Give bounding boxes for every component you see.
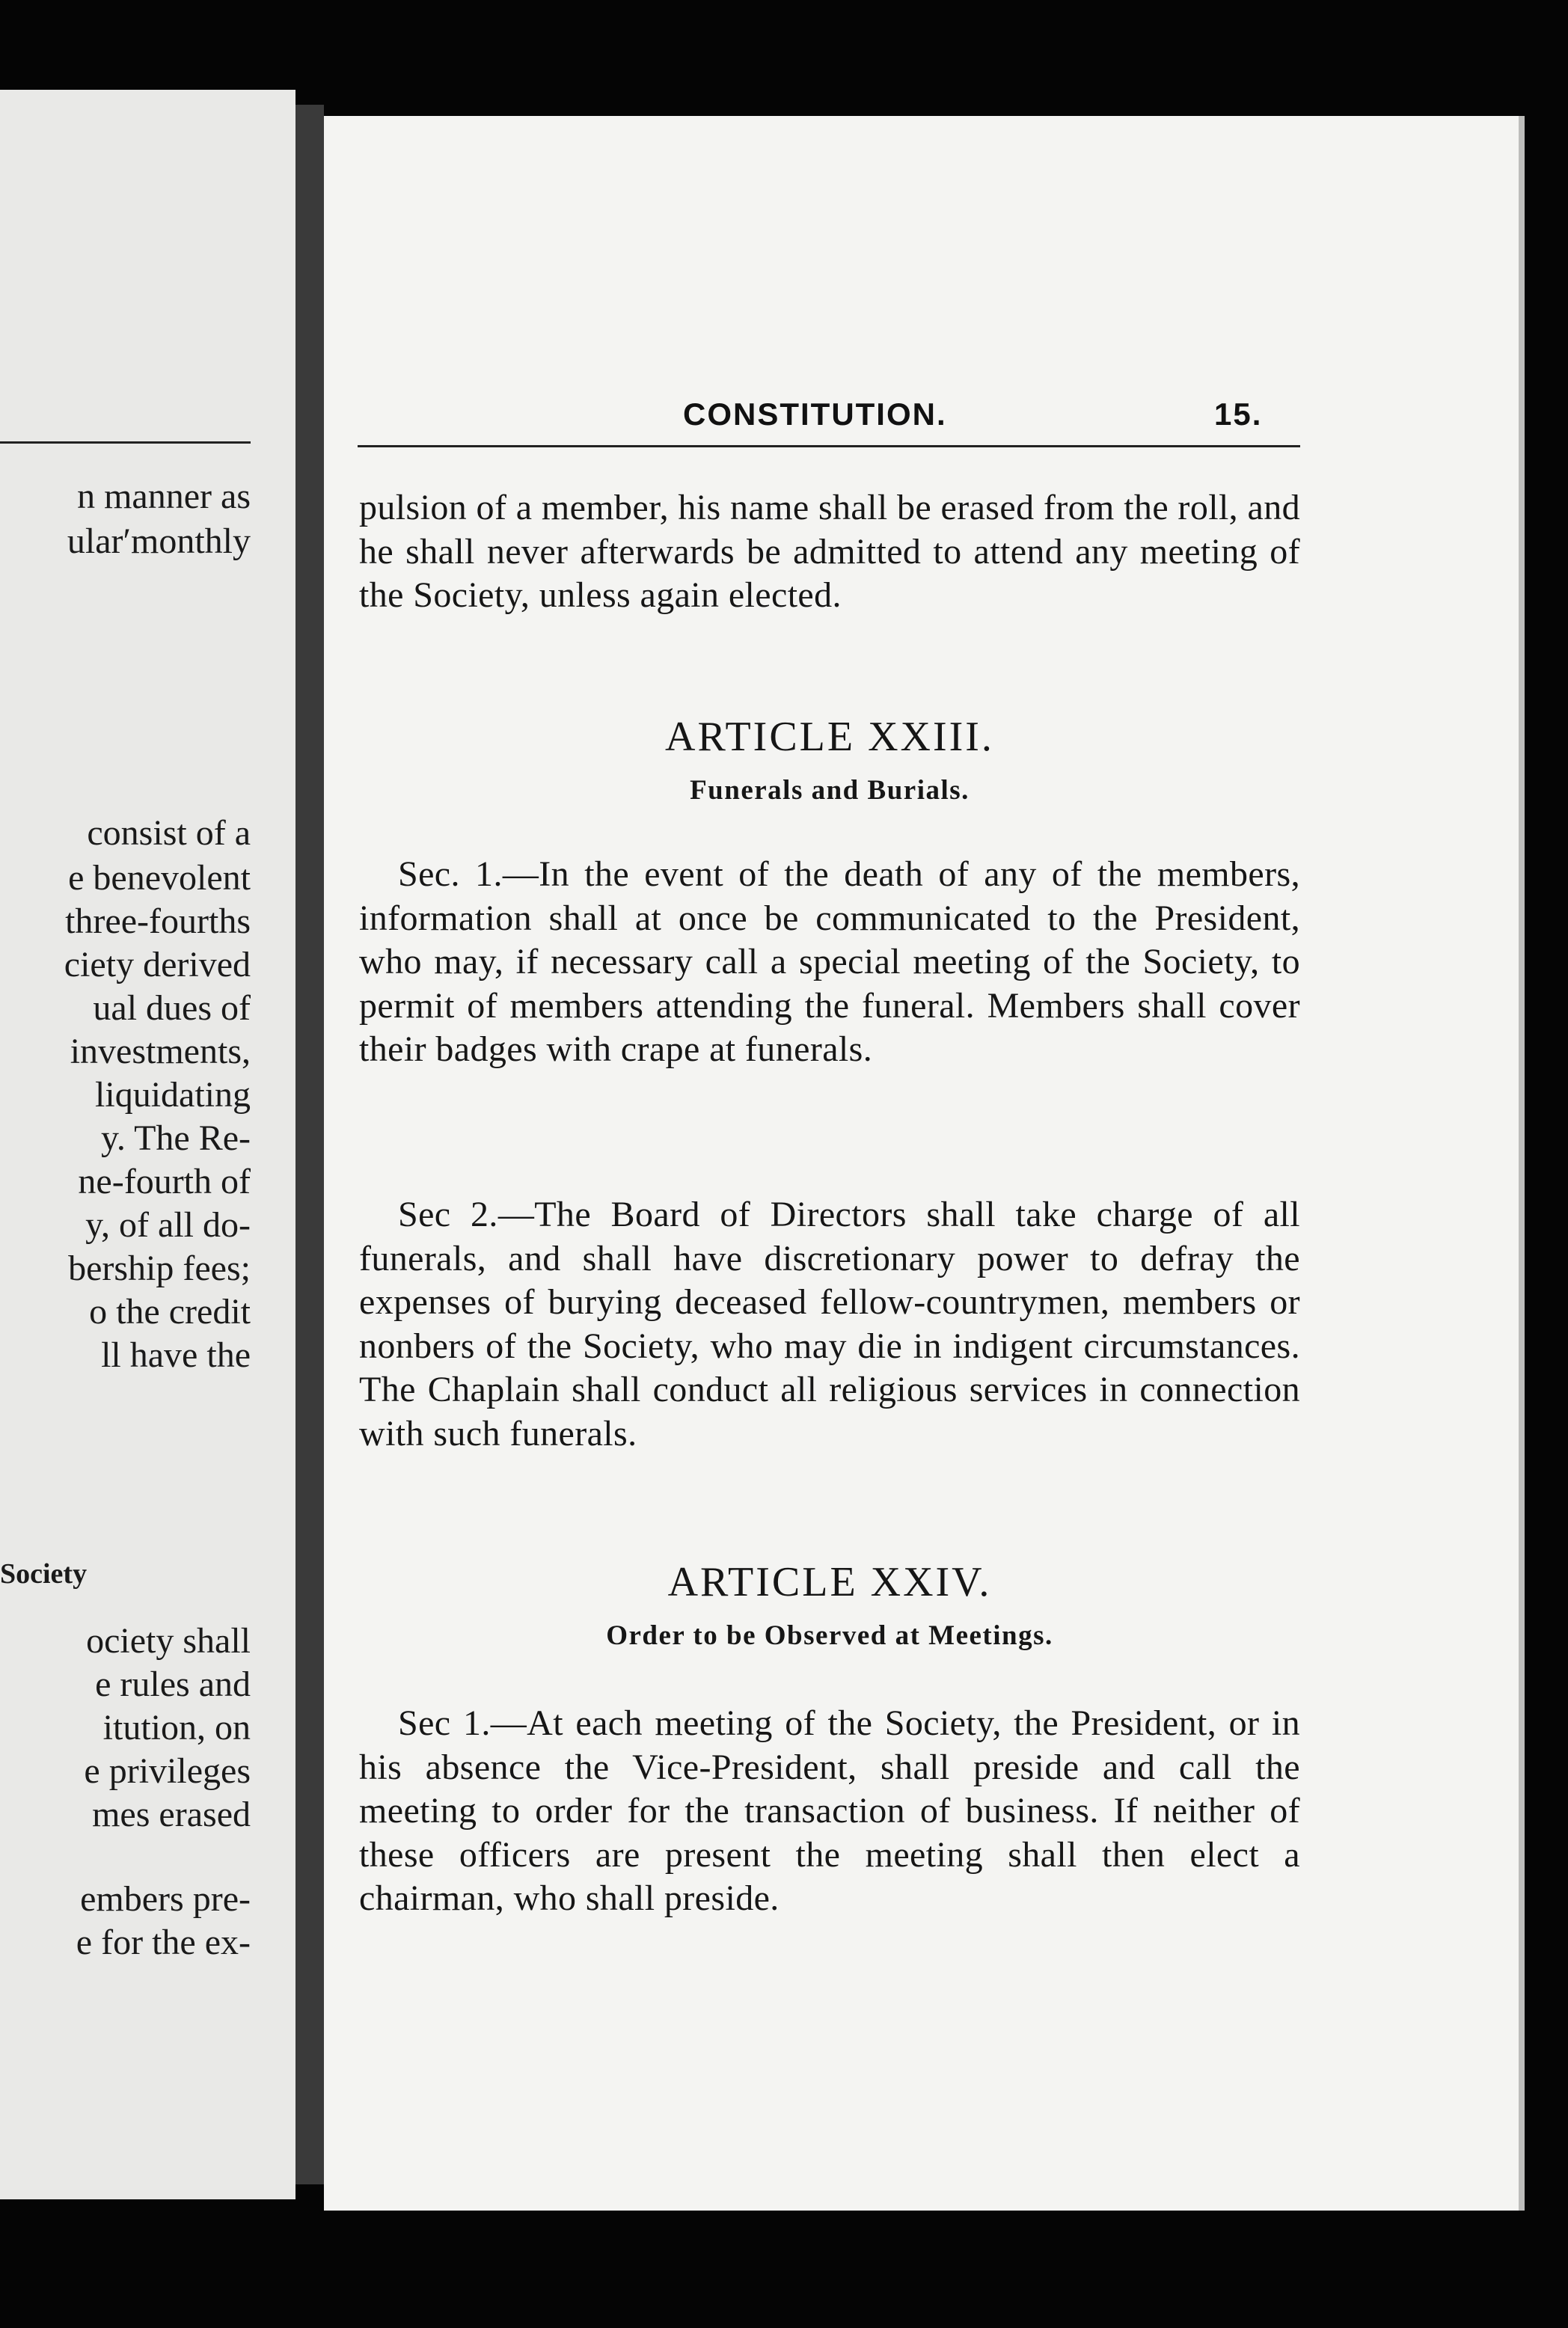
facing-line: n manner as [77, 477, 251, 516]
facing-line: e benevolent [68, 858, 251, 898]
continuation-block [359, 486, 1300, 618]
facing-line: itution, on [102, 1708, 251, 1747]
section-paragraph: Sec. 1.—In the event of the death of any of the members, information shall at once be communicated to the President, who may, if necessary call a special meeting of the Society, to permit of members attending the funeral. Members shall cover their badges with crape at funerals. [359, 854, 1300, 1069]
article-xxiii-sec2 [359, 1193, 1300, 1456]
facing-line: liquidating [95, 1075, 251, 1115]
continuation-paragraph: pulsion of a member, his name shall be erased from the roll, and he shall never afterwards be admitted to attend any meeting of the Society, unless again elected. [359, 488, 1300, 615]
facing-line: ual dues of [93, 988, 251, 1028]
facing-line: e privileges [84, 1751, 251, 1791]
facing-page-header-rule [0, 441, 251, 444]
facing-line: o the credit [89, 1292, 251, 1332]
header-rule [358, 445, 1300, 447]
article-title: ARTICLE XXIV. [667, 1559, 992, 1605]
facing-line: y. The Re- [101, 1118, 251, 1158]
facing-line: investments, [70, 1032, 251, 1071]
section-paragraph: Sec 1.—At each meeting of the Society, the President, or in his absence the Vice-President, shall preside and call the meeting to order for the transaction of business. If neither of these officers are present the meeting shall then elect a chairman, who shall preside. [359, 1703, 1300, 1918]
facing-line: ociety shall [86, 1621, 251, 1661]
facing-line: y, of all do- [85, 1205, 251, 1245]
article-title: ARTICLE XXIII. [665, 714, 994, 760]
page-number: 15. [1214, 396, 1263, 432]
article-xxiv-heading [359, 1556, 1300, 1655]
facing-line: e for the ex- [76, 1923, 251, 1962]
article-subtitle: Funerals and Burials. [690, 775, 970, 806]
facing-line: ular′monthly [67, 521, 251, 561]
facing-line: ll have the [101, 1335, 251, 1375]
facing-line: bership fees; [68, 1249, 251, 1288]
article-xxiii-heading [359, 711, 1300, 809]
article-xxiii-sec1 [359, 853, 1300, 1072]
article-subtitle: Order to be Observed at Meetings. [606, 1620, 1053, 1651]
section-paragraph: Sec 2.—The Board of Directors shall take charge of all funerals, and shall have discretionary power to defray the expenses of burying deceased fellow-countrymen, members or nonbers of the Society, who may die in indigent circumstances. The Chaplain shall conduct all religious services in connection with such funerals. [359, 1195, 1300, 1454]
facing-line: consist of a [87, 813, 251, 853]
page-15 [324, 116, 1525, 2211]
article-xxiv-sec1 [359, 1702, 1300, 1921]
book-gutter [295, 105, 324, 2184]
facing-line: embers pre- [80, 1879, 251, 1919]
facing-page-fragment [0, 90, 295, 2199]
running-title: CONSTITUTION. [683, 396, 947, 432]
facing-line: three-fourths [65, 901, 251, 941]
facing-line: mes erased [92, 1795, 251, 1834]
facing-line: ne-fourth of [78, 1162, 251, 1201]
facing-heading: Society [0, 1558, 88, 1590]
facing-line: e rules and [95, 1664, 251, 1704]
facing-line: ciety derived [64, 945, 251, 984]
